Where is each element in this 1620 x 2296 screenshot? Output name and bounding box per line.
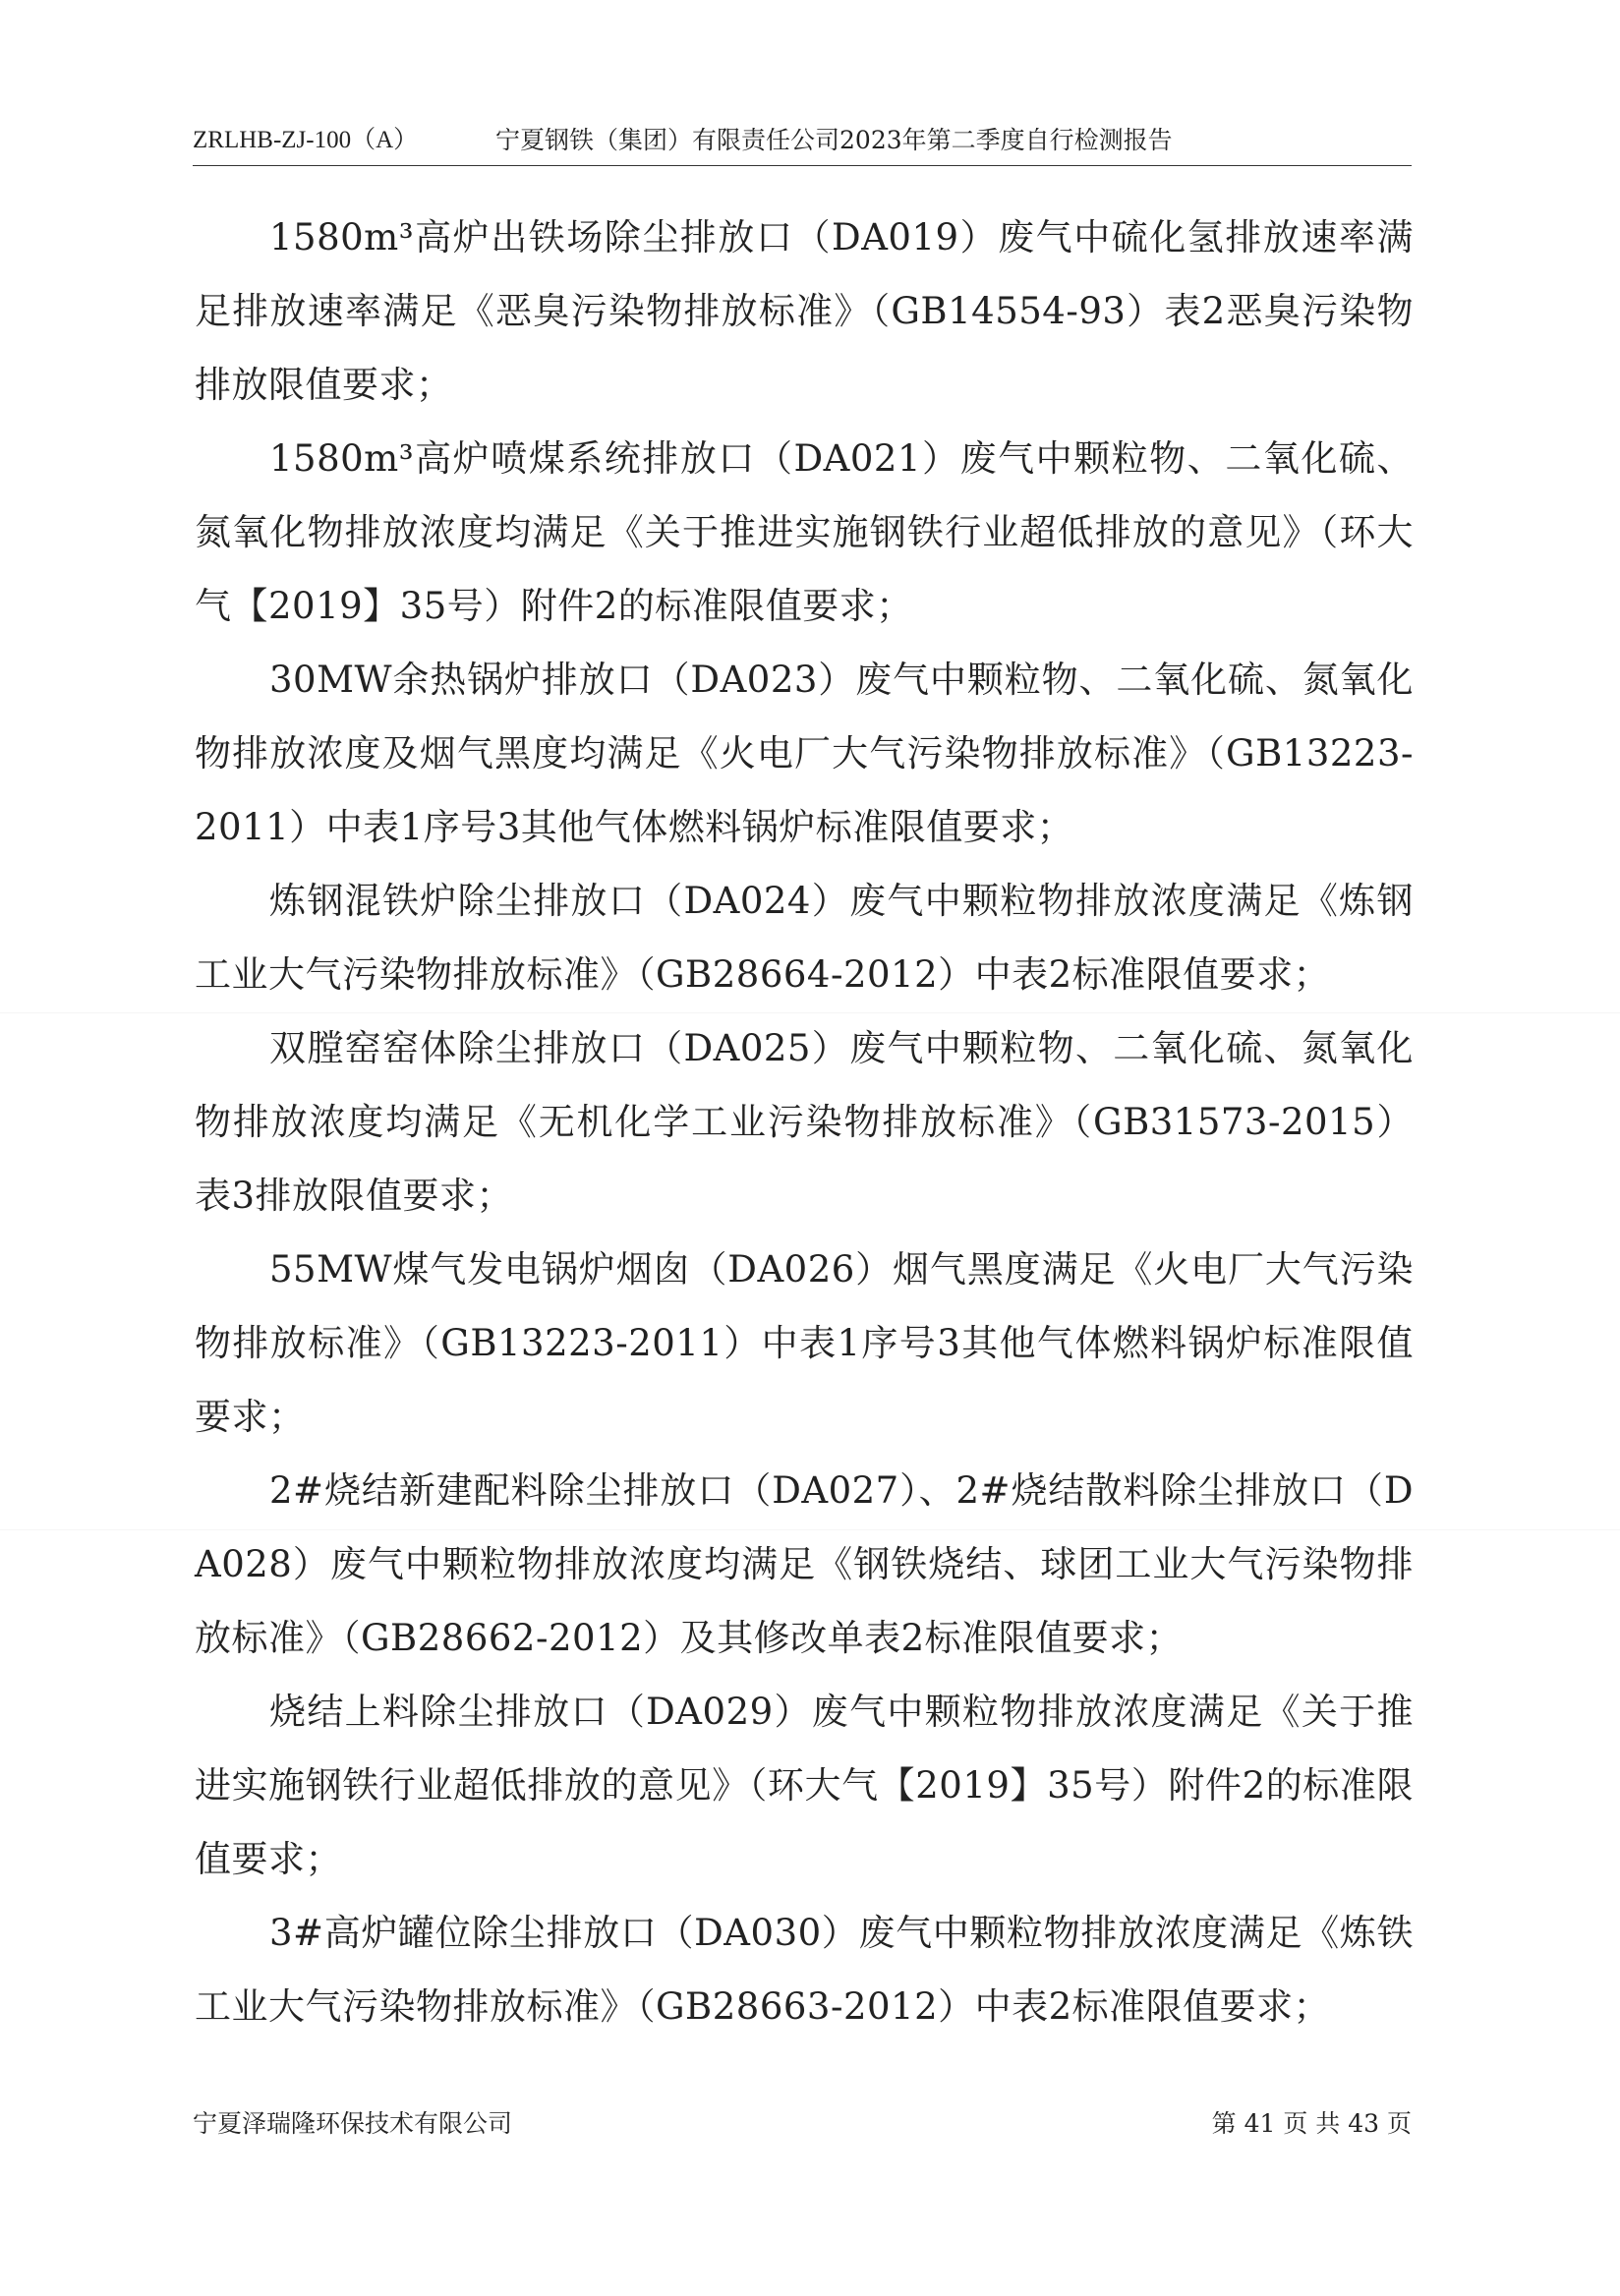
- paragraph-da026: 55MW煤气发电锅炉烟囱（DA026）烟气黑度满足《火电厂大气污染物排放标准》（GB13223-2011）中表1序号3其他气体燃料锅炉标准限值要求；: [195, 1248, 1414, 1438]
- report-body: [195, 201, 1414, 2043]
- paragraph-da021: 1580m³高炉喷煤系统排放口（DA021）废气中颗粒物、二氧化硫、氮氧化物排放浓度均满足《关于推进实施钢铁行业超低排放的意见》（环大气【2019】35号）附件2的标准限值要求；: [195, 437, 1414, 627]
- document-code: ZRLHB-ZJ-100（A）: [193, 127, 419, 153]
- header-divider: [193, 165, 1412, 166]
- paragraph-da023: 30MW余热锅炉排放口（DA023）废气中颗粒物、二氧化硫、氮氧化物排放浓度及烟气黑度均满足《火电厂大气污染物排放标准》（GB13223-2011）中表1序号3其他气体燃料锅炉标准限值要求；: [195, 659, 1414, 848]
- page-number: 第 41 页 共 43 页: [1211, 2109, 1412, 2138]
- footer-company: 宁夏泽瑞隆环保技术有限公司: [193, 2109, 513, 2138]
- paragraph-da029: 烧结上料除尘排放口（DA029）废气中颗粒物排放浓度满足《关于推进实施钢铁行业超低排放的意见》（环大气【2019】35号）附件2的标准限值要求；: [195, 1691, 1414, 1880]
- paragraph-da027-da028: 2#烧结新建配料除尘排放口（DA027）、2#烧结散料除尘排放口（DA028）废气中颗粒物排放浓度均满足《钢铁烧结、球团工业大气污染物排放标准》（GB28662-2012）及其修改单表2标准限值要求；: [195, 1469, 1414, 1659]
- paragraph-da019: 1580m³高炉出铁场除尘排放口（DA019）废气中硫化氢排放速率满足排放速率满足《恶臭污染物排放标准》（GB14554-93）表2恶臭污染物排放限值要求；: [195, 216, 1414, 406]
- paragraph-da030: 3#高炉罐位除尘排放口（DA030）废气中颗粒物排放浓度满足《炼铁工业大气污染物排放标准》（GB28663-2012）中表2标准限值要求；: [195, 1912, 1414, 2028]
- paragraph-da025: 双膛窑窑体除尘排放口（DA025）废气中颗粒物、二氧化硫、氮氧化物排放浓度均满足《无机化学工业污染物排放标准》（GB31573-2015）表3排放限值要求；: [195, 1027, 1414, 1217]
- report-title: 宁夏钢铁（集团）有限责任公司2023年第二季度自行检测报告: [495, 126, 1173, 154]
- paragraph-da024: 炼钢混铁炉除尘排放口（DA024）废气中颗粒物排放浓度满足《炼钢工业大气污染物排放标准》（GB28664-2012）中表2标准限值要求；: [195, 880, 1414, 996]
